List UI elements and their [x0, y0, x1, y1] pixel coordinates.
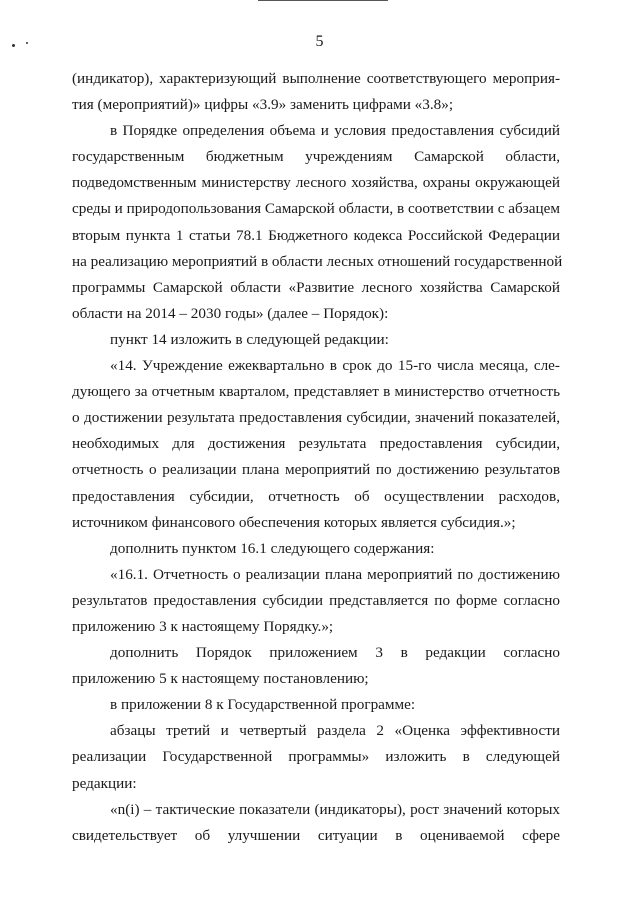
page-number: 5 [315, 33, 324, 50]
text-line: результатов предоставления субсидии представляется по форме согласно [72, 591, 560, 609]
scan-top-edge [258, 0, 388, 1]
text-line: в Порядке определения объема и условия предоставления субсидий [110, 122, 560, 140]
text-line: дополнить Порядок приложением 3 в редакции согласно [110, 644, 560, 662]
text-line: абзацы третий и четвертый раздела 2 «Оценка эффективности [110, 722, 560, 740]
text-line: о достижении результата предоставления субсидии, значений показателей, [72, 409, 560, 427]
text-line: на реализацию мероприятий в области лесных отношений государственной [72, 252, 563, 270]
text-line: дующего за отчетным кварталом, представляет в министерство отчетность [72, 383, 560, 401]
text-line: подведомственным министерству лесного хозяйства, охраны окружающей [72, 174, 560, 192]
text-line: тия (мероприятий)» цифры «3.9» заменить цифрами «3.8»; [72, 96, 454, 114]
text-line: области на 2014 – 2030 годы» (далее – Порядок): [72, 304, 389, 322]
text-line: реализации Государственной программы» изложить в следующей [72, 748, 560, 766]
text-line: «n(i) – тактические показатели (индикаторы), рост значений которых [110, 800, 560, 818]
text-line: приложению 5 к настоящему постановлению; [72, 670, 369, 688]
text-line: (индикатор), характеризующий выполнение соответствующего мероприя- [72, 70, 560, 87]
text-line: среды и природопользования Самарской области, в соответствии с абзацем [72, 200, 560, 218]
text-line: в приложении 8 к Государственной программе: [110, 696, 416, 714]
text-line: предоставления субсидии, отчетность об осуществлении расходов, [72, 487, 560, 505]
text-line: необходимых для достижения результата предоставления субсидии, [72, 435, 560, 453]
text-line: редакции: [72, 774, 137, 792]
text-line: источником финансового обеспечения которых является субсидия.»; [72, 513, 516, 531]
text-line: государственным бюджетным учреждениям Самарской области, [72, 148, 560, 166]
text-line: дополнить пунктом 16.1 следующего содержания: [110, 539, 435, 557]
body-text [72, 66, 563, 849]
text-line: приложению 3 к настоящему Порядку.»; [72, 617, 334, 635]
text-line: свидетельствует об улучшении ситуации в оцениваемой сфере [72, 826, 560, 844]
text-line: «14. Учреждение ежеквартально в срок до 15-го числа месяца, сле- [110, 357, 560, 375]
text-line: вторым пункта 1 статьи 78.1 Бюджетного кодекса Российской Федерации [72, 226, 560, 244]
text-line: программы Самарской области «Развитие лесного хозяйства Самарской [72, 278, 560, 296]
text-line: «16.1. Отчетность о реализации плана мероприятий по достижению [110, 565, 560, 583]
text-line: отчетность о реализации плана мероприятий по достижению результатов [72, 461, 560, 479]
text-line: пункт 14 изложить в следующей редакции: [110, 330, 389, 348]
